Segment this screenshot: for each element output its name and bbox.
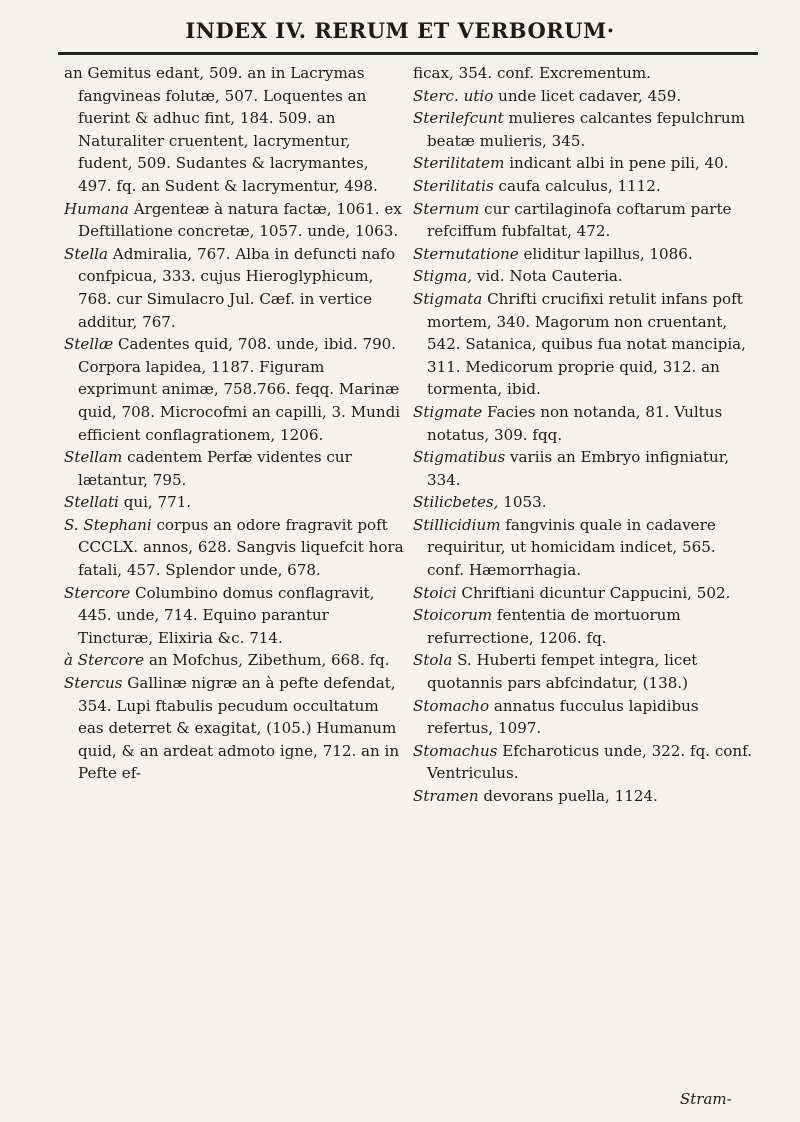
entry-text: an Gemitus edant, 509. an in Lacrymas fangvineas folutæ, 507. Loquentes an fuerint & adhuc fint, 184. 509. an Naturaliter cruentent, lacrymentur, fudent, 509. Sudantes & lacrymantes, 497. fq. an Sudent & lacrymentur, 498.: [64, 64, 378, 195]
entry-text: devorans puella, 1124.: [478, 787, 658, 805]
entry-headword: Sterc. utio: [413, 86, 494, 105]
entry-headword: Stomachus: [413, 741, 498, 760]
index-entry: [64, 62, 404, 198]
entry-text: caufa calculus, 1112.: [493, 176, 661, 195]
index-entry: [413, 107, 753, 152]
index-entry: [413, 582, 753, 605]
entry-text: S. Huberti fempet integra, licet quotannis pars abfcindatur, (138.): [427, 651, 698, 693]
entry-text: 1053.: [498, 493, 547, 512]
entry-text: Argenteæ à natura factæ, 1061. ex Deftillatione concretæ, 1057. unde, 1063.: [78, 199, 402, 241]
entry-headword: Stola: [413, 651, 453, 670]
index-entry: [413, 785, 753, 808]
index-entry: [64, 514, 404, 582]
entry-text: variis an Embryo infigniatur, 334.: [427, 448, 730, 489]
entry-headword: Stigmate: [413, 402, 483, 421]
entry-text: an Mofchus, Zibethum, 668. fq.: [144, 651, 390, 670]
entry-text: Chrifti crucifixi retulit infans poft mortem, 340. Magorum non cruentant, 542. Satanica, quibus fua notat mancipia, 311. Medicorum proprie quid, 312. an tormenta, ibid.: [427, 289, 746, 399]
entry-headword: Stellam: [64, 448, 123, 467]
entry-headword: S. Stephani: [64, 515, 152, 534]
entry-headword: Stigma,: [413, 267, 473, 286]
index-entry: [413, 288, 753, 401]
index-entry: [413, 62, 753, 85]
entry-text: corpus an odore fragravit poft CCCLX. annos, 628. Sangvis liquefcit hora fatali, 457. Splendor unde, 678.: [78, 515, 404, 580]
entry-headword: Stramen: [413, 787, 479, 805]
entry-text: vid. Nota Cauteria.: [472, 267, 623, 286]
entry-headword: Stomacho: [413, 696, 490, 715]
index-entry: [413, 175, 753, 198]
index-entry: [64, 672, 404, 785]
index-entry: [64, 491, 404, 514]
entry-headword: Stellæ: [64, 335, 114, 354]
entry-headword: Stoici: [413, 583, 457, 602]
index-entry: [413, 243, 753, 266]
entry-text: Columbino domus conflagravit, 445. unde, 714. Equino parantur Tincturæ, Elixiria &c. 714.: [78, 583, 375, 647]
entry-text: ficax, 354. conf. Excrementum.: [413, 64, 651, 82]
page-header: INDEX IV. RERUM ET VERBORUM·: [185, 18, 615, 43]
index-entry: [413, 401, 753, 446]
entry-text: unde licet cadaver, 459.: [493, 86, 682, 105]
entry-text: Cadentes quid, 708. unde, ibid. 790. Corpora lapidea, 1187. Figuram exprimunt animæ, 758.766. feqq. Marinæ quid, 708. Microcofmi an capilli, 3. Mundi efficient conflagrationem, 1206.: [78, 335, 401, 444]
header-rule: [58, 52, 758, 55]
index-entry: [64, 446, 404, 491]
entry-text: Facies non notanda, 81. Vultus notatus, 309. fqq.: [427, 402, 723, 444]
index-entry: [413, 695, 753, 740]
left-column: [64, 62, 404, 785]
entry-headword: Stoicorum: [413, 606, 493, 625]
entry-headword: Stilicbetes,: [413, 493, 499, 512]
entry-text: eliditur lapillus, 1086.: [518, 244, 693, 263]
entry-headword: Sternutatione: [413, 244, 519, 263]
index-entry: [413, 198, 753, 243]
index-entry: [413, 649, 753, 694]
entry-text: Chriftiani dicuntur Cappucini, 502.: [456, 583, 731, 602]
index-entry: [64, 333, 404, 446]
entry-headword: Sterilitatem: [413, 154, 505, 173]
index-entry: [413, 604, 753, 649]
entry-headword: Sternum: [413, 199, 480, 218]
index-entry: [64, 649, 404, 672]
entry-text: fententia de mortuorum refurrectione, 1206. fq.: [427, 606, 681, 647]
entry-headword: Sterilefcunt: [413, 109, 504, 128]
right-column: [413, 62, 753, 808]
entry-text: Gallinæ nigræ an à pefte defendat, 354. Lupi ftabulis pecudum occultatum eas deterret & exagitat, (105.) Humanum quid, & an ardeat admoto igne, 712. an in Pefte ef-: [78, 674, 400, 783]
entry-text: qui, 771.: [118, 493, 192, 512]
index-entry: [413, 446, 753, 491]
entry-text: Efcharoticus unde, 322. fq. conf. Ventriculus.: [427, 741, 752, 783]
index-entry: [413, 491, 753, 514]
entry-text: fangvinis quale in cadavere requiritur, ut homicidam indicet, 565. conf. Hæmorrhagia.: [427, 515, 716, 580]
entry-headword: à Stercore: [64, 651, 145, 670]
entry-headword: Stellati: [64, 493, 119, 512]
entry-text: mulieres calcantes fepulchrum beatæ mulieris, 345.: [427, 109, 745, 150]
entry-headword: Stillicidium: [413, 515, 501, 534]
index-entry: [413, 514, 753, 582]
entry-headword: Stigmata: [413, 289, 483, 308]
index-entry: [64, 198, 404, 243]
entry-headword: Stercore: [64, 583, 131, 602]
entry-text: annatus fucculus lapidibus refertus, 1097.: [427, 696, 699, 738]
index-entry: [413, 740, 753, 785]
entry-text: cur cartilaginofa coftarum parte refciffum fubfaltat, 472.: [427, 199, 732, 241]
index-entry: [413, 85, 753, 108]
entry-text: Admiralia, 767. Alba in defuncti nafo confpicua, 333. cujus Hieroglyphicum, 768. cur Simulacro Jul. Cæf. in vertice additur, 767.: [78, 244, 396, 331]
catchword: Stram-: [680, 1090, 732, 1108]
index-entry: [413, 265, 753, 288]
index-entry: [64, 243, 404, 333]
entry-text: cadentem Perfæ videntes cur lætantur, 795.: [78, 448, 352, 489]
entry-headword: Stigmatibus: [413, 448, 506, 467]
index-entry: [64, 582, 404, 650]
entry-headword: Humana: [64, 199, 129, 218]
index-entry: [413, 152, 753, 175]
entry-headword: Sterilitatis: [413, 176, 494, 195]
entry-text: indicant albi in pene pili, 40.: [504, 154, 729, 173]
entry-headword: Stercus: [64, 674, 123, 693]
entry-headword: Stella: [64, 244, 108, 263]
